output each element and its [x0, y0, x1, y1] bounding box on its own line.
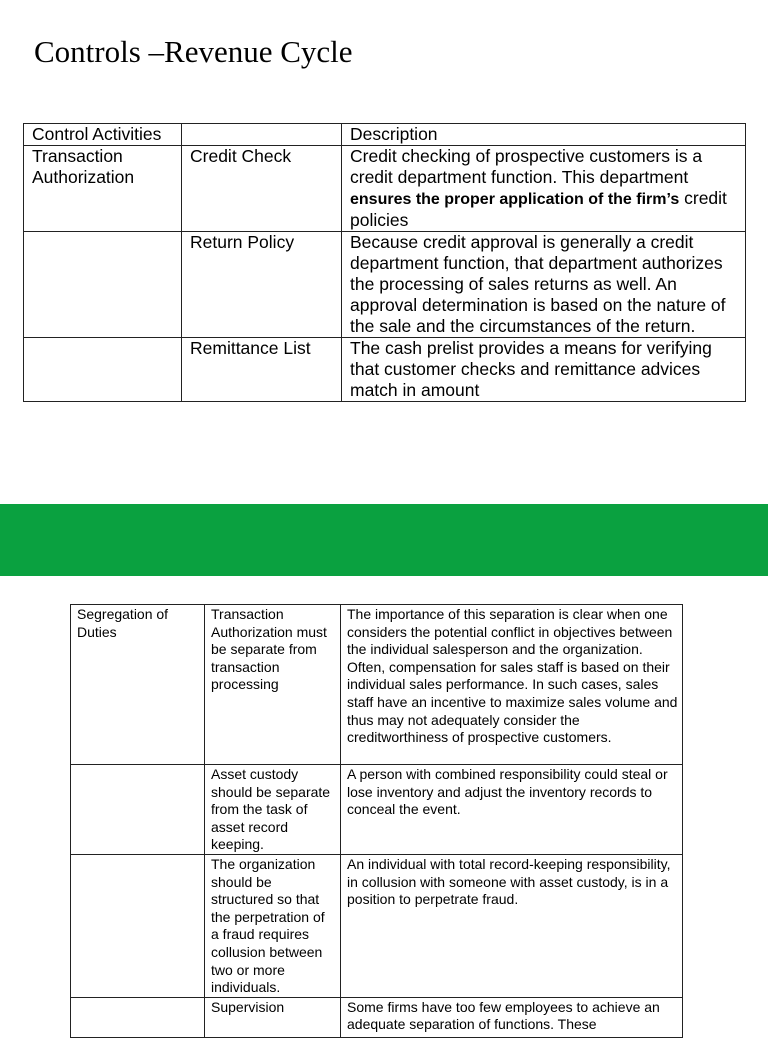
- table-header-row: [24, 124, 746, 146]
- table-row: [24, 232, 746, 338]
- row-control: Return Policy: [182, 232, 342, 338]
- segregation-of-duties-table: [70, 604, 683, 1038]
- table-row: [71, 997, 683, 1037]
- row-description: [342, 146, 746, 232]
- row-description: Some firms have too few employees to achieve an adequate separation of functions. These: [341, 997, 683, 1037]
- row-description: Because credit approval is generally a credit department function, that department authorizes the processing of sales returns as well. An approval determination is based on the nature of the sale and the circumstances of the return.: [342, 232, 746, 338]
- page-title: Controls –Revenue Cycle: [34, 34, 353, 69]
- row-category: [24, 338, 182, 402]
- table-row: [24, 146, 746, 232]
- table-row: [71, 765, 683, 855]
- row-control: Remittance List: [182, 338, 342, 402]
- row-category: Segregation of Duties: [71, 605, 205, 765]
- row-category: [24, 232, 182, 338]
- row-control: The organization should be structured so that the perpetration of a fraud requires collusion between two or more individuals.: [205, 854, 341, 997]
- row-control: Supervision: [205, 997, 341, 1037]
- row-description: A person with combined responsibility could steal or lose inventory and adjust the inventory records to conceal the event.: [341, 765, 683, 855]
- header-control-activities: Control Activities: [24, 124, 182, 146]
- row-control: Transaction Authorization must be separate from transaction processing: [205, 605, 341, 765]
- row-description: The cash prelist provides a means for verifying that customer checks and remittance advices match in amount: [342, 338, 746, 402]
- row-control: Asset custody should be separate from the task of asset record keeping.: [205, 765, 341, 855]
- row-category: [71, 997, 205, 1037]
- table-row: [71, 605, 683, 765]
- header-description: Description: [342, 124, 746, 146]
- row-description: An individual with total record-keeping responsibility, in collusion with someone with asset custody, is in a position to perpetrate fraud.: [341, 854, 683, 997]
- table-row: [24, 338, 746, 402]
- revenue-cycle-controls-table: [23, 123, 746, 402]
- description-text-end: credit policies: [350, 188, 727, 230]
- slide-divider-band: [0, 504, 768, 576]
- description-bold-text: ensures the proper application of the firm’s: [350, 191, 680, 208]
- table-row: [71, 854, 683, 997]
- row-category: Transaction Authorization: [24, 146, 182, 232]
- header-empty: [182, 124, 342, 146]
- row-description: The importance of this separation is clear when one considers the potential conflict in objectives between the individual salesperson and the organization. Often, compensation for sales staff is based on their individual sales performance. In such cases, sales staff have an incentive to maximize sales volume and thus may not adequately consider the creditworthiness of prospective customers.: [341, 605, 683, 765]
- row-category: [71, 854, 205, 997]
- row-control: Credit Check: [182, 146, 342, 232]
- row-category: [71, 765, 205, 855]
- description-text: Credit checking of prospective customers is a credit department function. This department: [350, 146, 703, 187]
